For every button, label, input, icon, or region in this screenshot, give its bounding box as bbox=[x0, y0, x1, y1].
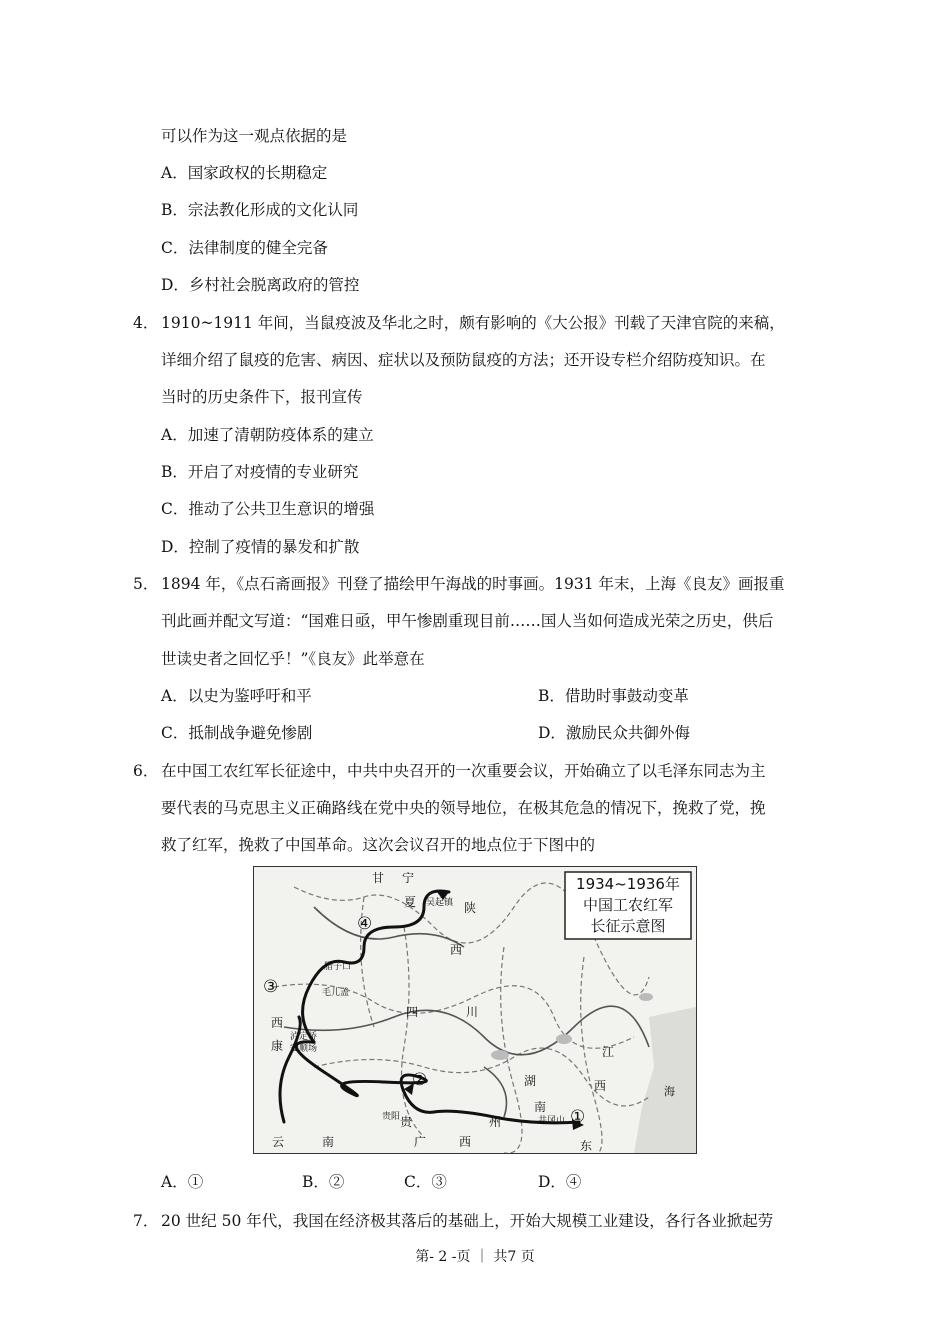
q5-line-3: 世读史者之回忆乎！”《良友》此举意在 bbox=[161, 650, 425, 668]
q4-line-1: 1910~1911 年间，当鼠疫波及华北之时，颇有影响的《大公报》刊载了天津官院的来稿， bbox=[161, 314, 785, 332]
map-place-label: 腊子口 bbox=[324, 962, 352, 972]
map-place-label: 安顺场 bbox=[290, 1044, 318, 1054]
map-region-label: 湖 bbox=[524, 1074, 537, 1088]
q5-line-2: 刊此画并配文写道：“国难日亟，甲午惨剧重现目前……国人当如何造成光荣之历史，供后 bbox=[161, 612, 774, 630]
q4-number: 4． bbox=[133, 314, 159, 332]
q6-number: 6． bbox=[133, 762, 159, 780]
map-region-label: 宁 bbox=[402, 871, 415, 885]
q4-option-b: B．开启了对疫情的专业研究 bbox=[161, 463, 359, 481]
q6-line-2: 要代表的马克思主义正确路线在党中央的领导地位，在极其危急的情况下，挽救了党，挽 bbox=[161, 799, 766, 817]
map-region-label: 广 bbox=[414, 1135, 427, 1149]
q6-line-1: 在中国工农红军长征途中，中共中央召开的一次重要会议，开始确立了以毛泽东同志为主 bbox=[161, 762, 766, 780]
map-title-line-3: 长征示意图 bbox=[590, 917, 666, 935]
q6-option-a: A．① bbox=[161, 1173, 204, 1191]
map-region-label: 康 bbox=[271, 1039, 284, 1053]
q3-option-c: C．法律制度的健全完备 bbox=[161, 239, 328, 257]
q5-option-a: A．以史为鉴呼吁和平 bbox=[161, 687, 312, 705]
q3-option-a: A．国家政权的长期稳定 bbox=[161, 164, 328, 182]
q5-option-b: B．借助时事鼓动变革 bbox=[538, 687, 689, 705]
q7-line-1: 20 世纪 50 年代，我国在经济极其落后的基础上，开始大规模工业建设，各行各业掀起劳 bbox=[161, 1212, 774, 1230]
q4-option-c: C．推动了公共卫生意识的增强 bbox=[161, 500, 375, 518]
q4-option-a: A．加速了清朝防疫体系的建立 bbox=[161, 426, 374, 444]
map-region-label: 西 bbox=[459, 1135, 472, 1149]
q7-number: 7． bbox=[133, 1212, 159, 1230]
map-place-label: 贵阳 bbox=[382, 1112, 401, 1122]
map-place-label: 泸定桥 bbox=[290, 1032, 318, 1042]
map-region-label: 西 bbox=[271, 1016, 284, 1030]
map-marker-2: ② bbox=[412, 1070, 428, 1090]
map-region-label: 陕 bbox=[464, 901, 477, 915]
q6-option-d: D．④ bbox=[538, 1173, 582, 1191]
map-title-line-1: 1934~1936年 bbox=[576, 875, 680, 893]
q4-option-d: D．控制了疫情的暴发和扩散 bbox=[161, 538, 360, 556]
map-region-label: 甘 bbox=[372, 871, 385, 885]
q6-option-c: C．③ bbox=[404, 1173, 447, 1191]
map-region-label: 南 bbox=[322, 1135, 335, 1149]
map-region-label: 云 bbox=[272, 1135, 285, 1149]
q4-line-2: 详细介绍了鼠疫的危害、病因、症状以及预防鼠疫的方法；还开设专栏介绍防疫知识。在 bbox=[161, 351, 766, 369]
map-region-label: 贵 bbox=[400, 1115, 413, 1129]
map-region-label: 江 bbox=[602, 1045, 615, 1059]
q3-option-b: B．宗法教化形成的文化认同 bbox=[161, 201, 359, 219]
map-region-label: 四 bbox=[406, 1005, 419, 1019]
q5-number: 5． bbox=[133, 575, 159, 593]
map-region-label: 西 bbox=[450, 943, 463, 957]
q4-line-3: 当时的历史条件下，报刊宣传 bbox=[161, 388, 363, 406]
map-place-label: 吴起镇 bbox=[426, 898, 454, 908]
q3-stem-end: 可以作为这一观点依据的是 bbox=[161, 127, 348, 145]
page-footer: 第- 2 -页 ｜ 共7 页 bbox=[415, 1249, 535, 1265]
map-title-line-2: 中国工农红军 bbox=[582, 896, 673, 914]
map-region-label: 西 bbox=[594, 1079, 607, 1093]
map-region-label: 州 bbox=[489, 1115, 502, 1129]
q3-option-d: D．乡村社会脱离政府的管控 bbox=[161, 276, 360, 294]
q5-option-d: D．激励民众共御外侮 bbox=[538, 724, 690, 742]
q5-option-c: C．抵制战争避免惨剧 bbox=[161, 724, 313, 742]
q6-line-3: 救了红军，挽救了中国革命。这次会议召开的地点位于下图中的 bbox=[161, 836, 596, 854]
map-region-label: 夏 bbox=[404, 895, 417, 909]
map-place-label: 毛儿盖 bbox=[322, 988, 350, 998]
q6-option-b: B．② bbox=[302, 1173, 345, 1191]
map-place-label: 井冈山 bbox=[538, 1116, 566, 1126]
q5-line-1: 1894 年，《点石斋画报》刊登了描绘甲午海战的时事画。1931 年末，上海《良友》画报重 bbox=[161, 575, 785, 593]
map-region-label: 海 bbox=[664, 1085, 675, 1098]
map-marker-1: ① bbox=[570, 1107, 586, 1127]
map-marker-3: ③ bbox=[263, 977, 279, 997]
map-region-label: 川 bbox=[466, 1005, 479, 1019]
map-region-label: 东 bbox=[580, 1139, 593, 1153]
map-marker-4: ④ bbox=[357, 914, 373, 934]
map-region-label: 南 bbox=[534, 1100, 547, 1114]
long-march-map bbox=[253, 866, 697, 1154]
